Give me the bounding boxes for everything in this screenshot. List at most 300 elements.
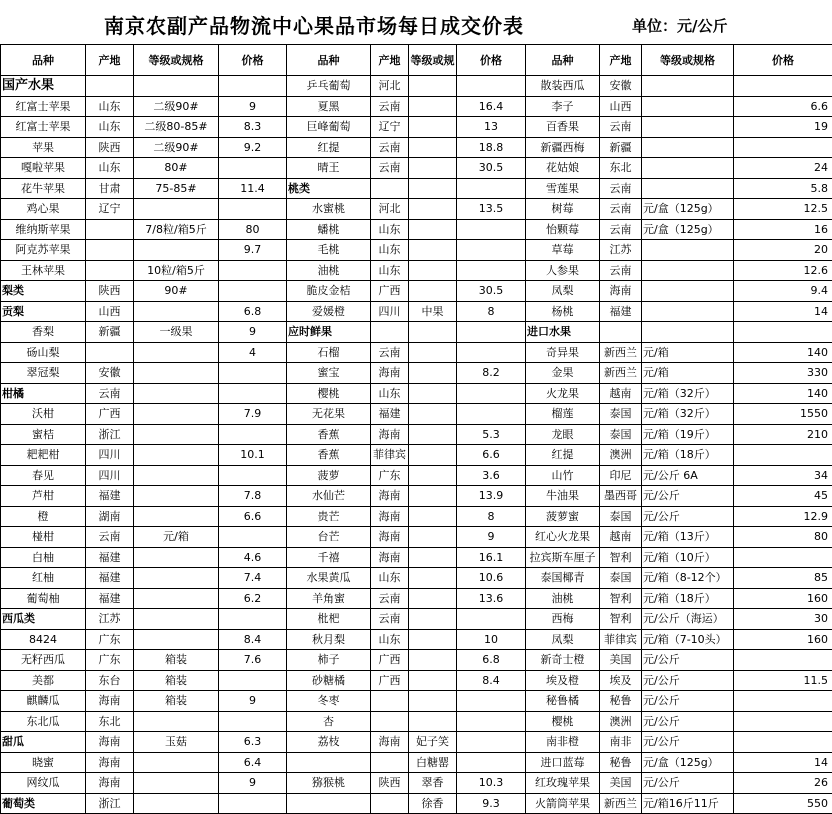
cell-price: 80: [219, 219, 287, 240]
cell-price: 4: [219, 342, 287, 363]
cell-origin: 福建: [86, 568, 134, 589]
cell-price: [219, 260, 287, 281]
cell-origin: 陕西: [371, 773, 409, 794]
cell-origin: 海南: [86, 773, 134, 794]
table-row: [1, 342, 832, 363]
cell-price: 550: [734, 793, 832, 814]
cell-grade: 元/公斤 6A: [642, 465, 734, 486]
cell-variety: 菠萝: [287, 465, 371, 486]
cell-price: [219, 670, 287, 691]
cell-variety: 红提: [526, 445, 600, 466]
cell-price: 7.4: [219, 568, 287, 589]
cell-grade: 二级90#: [134, 137, 219, 158]
cell-grade: 元/公斤（海运）: [642, 609, 734, 630]
cell-origin: 新西兰: [600, 342, 642, 363]
cell-grade: 元/公斤: [642, 711, 734, 732]
cell-origin: [371, 793, 409, 814]
cell-variety: 榴莲: [526, 404, 600, 425]
cell-variety: 翠冠梨: [1, 363, 86, 384]
cell-grade: 元/盒（125g）: [642, 199, 734, 220]
cell-variety: 油桃: [287, 260, 371, 281]
cell-origin: 越南: [600, 527, 642, 548]
cell-origin: 南非: [600, 732, 642, 753]
cell-variety: 鸡心果: [1, 199, 86, 220]
cell-origin: 菲律宾: [371, 445, 409, 466]
cell-grade: [134, 773, 219, 794]
cell-price: 9.3: [457, 793, 526, 814]
cell-origin: 甘肃: [86, 178, 134, 199]
cell-variety: 8424: [1, 629, 86, 650]
table-row: [1, 609, 832, 630]
cell-grade: 80#: [134, 158, 219, 179]
cell-variety: 西瓜类: [1, 609, 86, 630]
table-row: [1, 383, 832, 404]
cell-origin: 海南: [371, 486, 409, 507]
cell-grade: [134, 383, 219, 404]
table-row: [1, 691, 832, 712]
table-row: [1, 117, 832, 138]
cell-price: 30.5: [457, 158, 526, 179]
table-row: [1, 424, 832, 445]
cell-origin: 河北: [371, 76, 409, 97]
cell-variety: 砂糖橘: [287, 670, 371, 691]
cell-variety: 西梅: [526, 609, 600, 630]
cell-origin: 云南: [371, 588, 409, 609]
cell-origin: 山西: [86, 301, 134, 322]
header-price-3: 价格: [734, 45, 832, 76]
cell-price: 19: [734, 117, 832, 138]
table-row: [1, 240, 832, 261]
cell-variety: 葡萄类: [1, 793, 86, 814]
cell-price: 10.3: [457, 773, 526, 794]
cell-origin: 云南: [371, 96, 409, 117]
cell-grade: [409, 219, 457, 240]
cell-price: 9: [219, 96, 287, 117]
cell-origin: 辽宁: [86, 199, 134, 220]
cell-variety: 人参果: [526, 260, 600, 281]
cell-grade: 二级90#: [134, 96, 219, 117]
cell-variety: 美都: [1, 670, 86, 691]
table-row: [1, 568, 832, 589]
cell-origin: 广东: [86, 650, 134, 671]
cell-price: [219, 424, 287, 445]
cell-variety: 橙: [1, 506, 86, 527]
cell-variety: 贡梨: [1, 301, 86, 322]
cell-origin: 秘鲁: [600, 691, 642, 712]
cell-price: 160: [734, 629, 832, 650]
cell-grade: [409, 404, 457, 425]
table-row: [1, 96, 832, 117]
cell-grade: [642, 137, 734, 158]
cell-grade: [409, 96, 457, 117]
cell-grade: 元/箱（10斤）: [642, 547, 734, 568]
cell-variety: 散装西瓜: [526, 76, 600, 97]
cell-grade: [409, 424, 457, 445]
cell-price: [219, 465, 287, 486]
cell-origin: 湖南: [86, 506, 134, 527]
cell-origin: [86, 76, 134, 97]
cell-variety: 乒乓葡萄: [287, 76, 371, 97]
cell-origin: 山东: [86, 158, 134, 179]
cell-price: [734, 137, 832, 158]
cell-variety: 花牛苹果: [1, 178, 86, 199]
cell-price: [457, 219, 526, 240]
cell-grade: [642, 96, 734, 117]
cell-variety: 苹果: [1, 137, 86, 158]
cell-origin: 云南: [371, 609, 409, 630]
cell-origin: 澳洲: [600, 711, 642, 732]
cell-grade: [409, 281, 457, 302]
cell-variety: 枇杷: [287, 609, 371, 630]
cell-variety: [287, 793, 371, 814]
cell-variety: 水蜜桃: [287, 199, 371, 220]
cell-origin: 海南: [371, 506, 409, 527]
cell-price: 11.4: [219, 178, 287, 199]
cell-grade: 翠香: [409, 773, 457, 794]
cell-origin: 河北: [371, 199, 409, 220]
cell-price: 8.4: [457, 670, 526, 691]
cell-variety: 凤梨: [526, 629, 600, 650]
cell-variety: 贵芒: [287, 506, 371, 527]
table-row: [1, 219, 832, 240]
cell-price: [219, 711, 287, 732]
cell-origin: 东台: [86, 670, 134, 691]
cell-variety: 冬枣: [287, 691, 371, 712]
cell-origin: [86, 219, 134, 240]
cell-origin: 海南: [86, 691, 134, 712]
table-row: [1, 793, 832, 814]
cell-origin: 东北: [600, 158, 642, 179]
cell-price: [457, 260, 526, 281]
table-row: [1, 711, 832, 732]
cell-price: 210: [734, 424, 832, 445]
cell-grade: [642, 322, 734, 343]
cell-variety: 无籽西瓜: [1, 650, 86, 671]
cell-grade: [409, 117, 457, 138]
cell-origin: 云南: [600, 260, 642, 281]
cell-origin: 福建: [600, 301, 642, 322]
header-origin-3: 产地: [600, 45, 642, 76]
cell-price: [219, 609, 287, 630]
cell-price: 6.3: [219, 732, 287, 753]
cell-variety: 新奇士橙: [526, 650, 600, 671]
cell-origin: 海南: [86, 732, 134, 753]
cell-variety: 柿子: [287, 650, 371, 671]
cell-variety: 菠萝蜜: [526, 506, 600, 527]
cell-variety: 红玫瑰苹果: [526, 773, 600, 794]
cell-variety: 沃柑: [1, 404, 86, 425]
cell-price: 10: [457, 629, 526, 650]
cell-grade: [134, 711, 219, 732]
cell-origin: 越南: [600, 383, 642, 404]
cell-price: 14: [734, 752, 832, 773]
cell-price: [734, 547, 832, 568]
cell-variety: 杏: [287, 711, 371, 732]
cell-origin: 新疆: [600, 137, 642, 158]
cell-grade: 元/公斤: [642, 506, 734, 527]
cell-origin: 新疆: [86, 322, 134, 343]
table-row: [1, 506, 832, 527]
cell-price: [219, 363, 287, 384]
cell-variety: 樱桃: [287, 383, 371, 404]
cell-grade: 元/公斤: [642, 732, 734, 753]
cell-price: 8: [457, 301, 526, 322]
cell-origin: 埃及: [600, 670, 642, 691]
table-row: [1, 547, 832, 568]
cell-variety: 火龙果: [526, 383, 600, 404]
cell-variety: 红提: [287, 137, 371, 158]
cell-variety: 脆皮金桔: [287, 281, 371, 302]
header-grade-3: 等级或规格: [642, 45, 734, 76]
cell-price: [734, 322, 832, 343]
cell-origin: 云南: [600, 199, 642, 220]
cell-price: [734, 76, 832, 97]
cell-variety: 芦柑: [1, 486, 86, 507]
cell-price: 30.5: [457, 281, 526, 302]
cell-grade: [642, 301, 734, 322]
cell-grade: [134, 424, 219, 445]
cell-grade: [409, 629, 457, 650]
cell-variety: 网纹瓜: [1, 773, 86, 794]
cell-price: [457, 752, 526, 773]
cell-variety: 红心火龙果: [526, 527, 600, 548]
cell-price: 24: [734, 158, 832, 179]
cell-price: 34: [734, 465, 832, 486]
cell-origin: 山东: [371, 219, 409, 240]
cell-origin: 智利: [600, 588, 642, 609]
cell-price: 9: [219, 773, 287, 794]
cell-price: 9: [219, 691, 287, 712]
cell-origin: 海南: [371, 424, 409, 445]
cell-grade: [409, 199, 457, 220]
cell-grade: [409, 691, 457, 712]
cell-price: [457, 609, 526, 630]
cell-price: 9.7: [219, 240, 287, 261]
table-row: [1, 732, 832, 753]
cell-grade: [409, 322, 457, 343]
table-row: [1, 199, 832, 220]
cell-origin: 智利: [600, 547, 642, 568]
cell-grade: [409, 506, 457, 527]
cell-variety: 夏黑: [287, 96, 371, 117]
cell-grade: [409, 568, 457, 589]
cell-variety: 香蕉: [287, 424, 371, 445]
header-variety-1: 品种: [1, 45, 86, 76]
cell-variety: 蜜桔: [1, 424, 86, 445]
cell-grade: 元/箱16斤11斤: [642, 793, 734, 814]
cell-grade: [642, 76, 734, 97]
cell-variety: 春见: [1, 465, 86, 486]
cell-price: [457, 383, 526, 404]
cell-variety: 草莓: [526, 240, 600, 261]
cell-price: [457, 691, 526, 712]
cell-origin: 新西兰: [600, 793, 642, 814]
cell-grade: 中果: [409, 301, 457, 322]
table-row: [1, 773, 832, 794]
cell-grade: 元/公斤: [642, 670, 734, 691]
cell-grade: [642, 117, 734, 138]
cell-variety: 雪莲果: [526, 178, 600, 199]
cell-origin: 云南: [600, 178, 642, 199]
cell-origin: 广东: [86, 629, 134, 650]
cell-origin: 智利: [600, 609, 642, 630]
cell-variety: 埃及橙: [526, 670, 600, 691]
cell-origin: 陕西: [86, 137, 134, 158]
cell-grade: [134, 240, 219, 261]
cell-origin: [371, 322, 409, 343]
cell-grade: 元/箱（19斤）: [642, 424, 734, 445]
cell-origin: 山东: [86, 117, 134, 138]
cell-price: 7.9: [219, 404, 287, 425]
cell-price: [219, 76, 287, 97]
cell-price: [457, 732, 526, 753]
cell-price: 160: [734, 588, 832, 609]
cell-grade: [134, 793, 219, 814]
sheet-header: [0, 0, 832, 44]
cell-variety: 巨峰葡萄: [287, 117, 371, 138]
cell-price: 14: [734, 301, 832, 322]
header-origin-1: 产地: [86, 45, 134, 76]
cell-price: 6.8: [219, 301, 287, 322]
cell-grade: [642, 260, 734, 281]
header-grade-1: 等级或规格: [134, 45, 219, 76]
table-row: [1, 363, 832, 384]
header-price-1: 价格: [219, 45, 287, 76]
cell-variety: 李子: [526, 96, 600, 117]
cell-variety: 猕猴桃: [287, 773, 371, 794]
cell-variety: 怡颗莓: [526, 219, 600, 240]
cell-price: [457, 178, 526, 199]
cell-variety: 水果黄瓜: [287, 568, 371, 589]
cell-variety: 泰国椰青: [526, 568, 600, 589]
cell-price: [219, 199, 287, 220]
cell-price: 30: [734, 609, 832, 630]
cell-grade: 7/8粒/箱5斤: [134, 219, 219, 240]
cell-grade: [409, 609, 457, 630]
cell-origin: 海南: [371, 527, 409, 548]
cell-variety: 香梨: [1, 322, 86, 343]
cell-price: [457, 342, 526, 363]
cell-origin: 江苏: [600, 240, 642, 261]
cell-origin: 山东: [371, 383, 409, 404]
cell-origin: 山东: [86, 96, 134, 117]
cell-variety: 梨类: [1, 281, 86, 302]
cell-price: 6.4: [219, 752, 287, 773]
cell-variety: 葡萄柚: [1, 588, 86, 609]
table-row: [1, 322, 832, 343]
cell-origin: 印尼: [600, 465, 642, 486]
cell-grade: [409, 383, 457, 404]
cell-price: 9: [457, 527, 526, 548]
cell-origin: [600, 322, 642, 343]
cell-price: 9: [219, 322, 287, 343]
cell-variety: 应时鲜果: [287, 322, 371, 343]
cell-variety: 水仙芒: [287, 486, 371, 507]
cell-variety: 柑橘: [1, 383, 86, 404]
cell-origin: 辽宁: [371, 117, 409, 138]
cell-grade: [134, 752, 219, 773]
cell-price: [219, 383, 287, 404]
cell-variety: 桃类: [287, 178, 371, 199]
cell-origin: 福建: [86, 547, 134, 568]
cell-origin: 浙江: [86, 793, 134, 814]
cell-price: 10.6: [457, 568, 526, 589]
cell-variety: 油桃: [526, 588, 600, 609]
cell-variety: 椪柑: [1, 527, 86, 548]
cell-variety: 进口水果: [526, 322, 600, 343]
cell-variety: 维纳斯苹果: [1, 219, 86, 240]
cell-price: [457, 404, 526, 425]
cell-origin: 菲律宾: [600, 629, 642, 650]
cell-grade: [134, 506, 219, 527]
cell-variety: 荔枝: [287, 732, 371, 753]
cell-variety: [287, 752, 371, 773]
cell-origin: 新西兰: [600, 363, 642, 384]
cell-price: 10.1: [219, 445, 287, 466]
cell-price: 7.8: [219, 486, 287, 507]
cell-variety: 阿克苏苹果: [1, 240, 86, 261]
cell-origin: 山东: [371, 240, 409, 261]
cell-grade: 元/公斤: [642, 486, 734, 507]
cell-origin: 泰国: [600, 568, 642, 589]
cell-price: 80: [734, 527, 832, 548]
table-row: [1, 486, 832, 507]
cell-variety: 毛桃: [287, 240, 371, 261]
cell-origin: 东北: [86, 711, 134, 732]
cell-variety: 蟠桃: [287, 219, 371, 240]
cell-origin: 福建: [371, 404, 409, 425]
cell-grade: 元/箱（18斤）: [642, 588, 734, 609]
cell-grade: 箱装: [134, 670, 219, 691]
cell-origin: 陕西: [86, 281, 134, 302]
cell-grade: [409, 527, 457, 548]
cell-origin: 四川: [86, 445, 134, 466]
cell-origin: 海南: [86, 752, 134, 773]
cell-origin: [371, 711, 409, 732]
cell-variety: 国产水果: [1, 76, 86, 97]
cell-origin: 泰国: [600, 404, 642, 425]
cell-price: 11.5: [734, 670, 832, 691]
table-row: [1, 588, 832, 609]
table-row: [1, 527, 832, 548]
cell-variety: 石榴: [287, 342, 371, 363]
cell-variety: 耙耙柑: [1, 445, 86, 466]
cell-price: [457, 240, 526, 261]
cell-origin: [371, 691, 409, 712]
cell-variety: 奇异果: [526, 342, 600, 363]
cell-grade: [409, 76, 457, 97]
cell-variety: 金果: [526, 363, 600, 384]
cell-origin: 泰国: [600, 424, 642, 445]
cell-price: 9.4: [734, 281, 832, 302]
cell-grade: 元/箱（18斤）: [642, 445, 734, 466]
cell-grade: 元/公斤: [642, 773, 734, 794]
cell-price: 5.8: [734, 178, 832, 199]
cell-grade: 元/箱: [134, 527, 219, 548]
table-row: [1, 465, 832, 486]
cell-variety: 嘎啦苹果: [1, 158, 86, 179]
table-row: [1, 650, 832, 671]
cell-price: 20: [734, 240, 832, 261]
cell-grade: [134, 609, 219, 630]
cell-price: 12.9: [734, 506, 832, 527]
cell-price: [734, 650, 832, 671]
cell-origin: [86, 240, 134, 261]
cell-variety: 樱桃: [526, 711, 600, 732]
cell-origin: [86, 342, 134, 363]
cell-variety: 东北瓜: [1, 711, 86, 732]
cell-variety: 龙眼: [526, 424, 600, 445]
